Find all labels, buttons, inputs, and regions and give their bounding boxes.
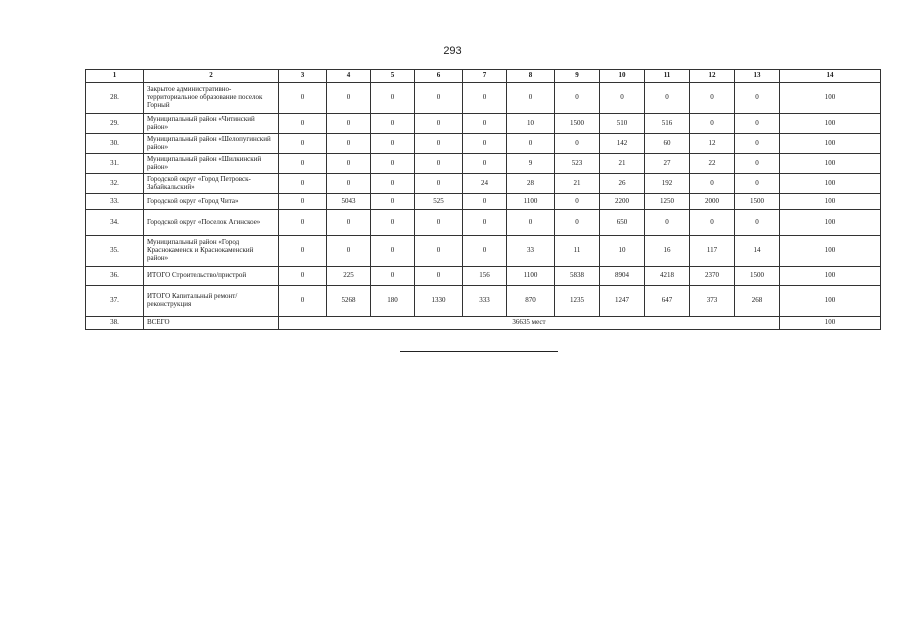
table-cell: 1500 <box>555 114 600 134</box>
table-cell: 0 <box>463 154 507 174</box>
table-cell: 192 <box>645 174 690 194</box>
table-cell: 0 <box>279 286 327 317</box>
header-cell: 9 <box>555 70 600 83</box>
table-cell: 100 <box>780 114 881 134</box>
table-cell: 1250 <box>645 194 690 210</box>
table-cell: 60 <box>645 134 690 154</box>
table-cell: 0 <box>690 210 735 236</box>
table-cell: 0 <box>645 210 690 236</box>
header-cell: 3 <box>279 70 327 83</box>
row-name: Муниципальный район «Город Краснокаменск и Краснокаменский район» <box>144 236 279 267</box>
table-cell: 0 <box>735 83 780 114</box>
table-cell: 0 <box>327 134 371 154</box>
row-name: Городской округ «Город Петровск-Забайкальский» <box>144 174 279 194</box>
table-row <box>86 236 881 267</box>
table-cell: 0 <box>555 83 600 114</box>
row-number: 32. <box>86 174 144 194</box>
table-cell: 0 <box>371 83 415 114</box>
row-name: Муниципальный район «Шилкинский район» <box>144 154 279 174</box>
table-cell: 100 <box>780 286 881 317</box>
table-cell: 33 <box>507 236 555 267</box>
table-cell: 0 <box>690 114 735 134</box>
table-cell: 100 <box>780 154 881 174</box>
table-cell: 0 <box>735 210 780 236</box>
table-cell: 647 <box>645 286 690 317</box>
table-cell: 14 <box>735 236 780 267</box>
table-cell: 24 <box>463 174 507 194</box>
table-cell: 0 <box>507 210 555 236</box>
table-cell: 5043 <box>327 194 371 210</box>
table-cell: 0 <box>371 174 415 194</box>
table-cell: 0 <box>690 174 735 194</box>
table-cell: 0 <box>371 194 415 210</box>
table-cell: 373 <box>690 286 735 317</box>
table-cell: 0 <box>279 154 327 174</box>
table-cell: 0 <box>279 194 327 210</box>
table-cell: 0 <box>279 174 327 194</box>
table-cell: 225 <box>327 267 371 286</box>
table-cell: 0 <box>371 267 415 286</box>
table-cell: 0 <box>735 134 780 154</box>
table-cell: 0 <box>371 114 415 134</box>
table-cell: 0 <box>415 114 463 134</box>
table-cell: 0 <box>735 114 780 134</box>
table-row <box>86 154 881 174</box>
table-cell: 0 <box>279 114 327 134</box>
row-name: Городской округ «Поселок Агинское» <box>144 210 279 236</box>
table-cell: 5838 <box>555 267 600 286</box>
header-cell: 11 <box>645 70 690 83</box>
table-cell: 0 <box>415 210 463 236</box>
row-number: 34. <box>86 210 144 236</box>
row-name: ИТОГО Строительство/пристрой <box>144 267 279 286</box>
table-cell: 0 <box>690 83 735 114</box>
row-number: 36. <box>86 267 144 286</box>
row-number: 29. <box>86 114 144 134</box>
row-name: ВСЕГО <box>144 317 279 330</box>
table-cell: 117 <box>690 236 735 267</box>
row-name: ИТОГО Капитальный ремонт/реконструкция <box>144 286 279 317</box>
table-cell: 0 <box>415 267 463 286</box>
header-cell: 2 <box>144 70 279 83</box>
header-row <box>86 70 881 83</box>
table-row <box>86 174 881 194</box>
table-cell: 0 <box>555 210 600 236</box>
header-cell: 1 <box>86 70 144 83</box>
table-cell: 0 <box>327 114 371 134</box>
table-cell: 2370 <box>690 267 735 286</box>
table-cell: 11 <box>555 236 600 267</box>
table-cell: 26 <box>600 174 645 194</box>
table-cell: 0 <box>415 134 463 154</box>
table-cell: 100 <box>780 194 881 210</box>
table-cell: 0 <box>463 236 507 267</box>
table-cell: 523 <box>555 154 600 174</box>
table-cell: 21 <box>555 174 600 194</box>
table-cell: 12 <box>690 134 735 154</box>
table-cell: 10 <box>600 236 645 267</box>
table-cell: 0 <box>415 174 463 194</box>
table-cell: 870 <box>507 286 555 317</box>
table-cell: 5268 <box>327 286 371 317</box>
table-cell: 100 <box>780 83 881 114</box>
page-number: 293 <box>443 45 462 57</box>
table-cell: 333 <box>463 286 507 317</box>
table-cell: 180 <box>371 286 415 317</box>
header-cell: 10 <box>600 70 645 83</box>
table-cell: 100 <box>780 134 881 154</box>
row-number: 31. <box>86 154 144 174</box>
header-cell: 14 <box>780 70 881 83</box>
table-cell: 0 <box>371 154 415 174</box>
table-cell: 0 <box>463 114 507 134</box>
table-cell: 0 <box>555 134 600 154</box>
table-cell: 0 <box>555 194 600 210</box>
table-cell: 0 <box>463 210 507 236</box>
table-cell: 1100 <box>507 194 555 210</box>
table-cell: 0 <box>735 154 780 174</box>
table-cell: 516 <box>645 114 690 134</box>
total-row <box>86 317 881 330</box>
table-cell: 0 <box>463 194 507 210</box>
table-cell: 525 <box>415 194 463 210</box>
table-cell: 0 <box>327 154 371 174</box>
table-row <box>86 134 881 154</box>
table-cell: 1247 <box>600 286 645 317</box>
table-cell: 0 <box>279 83 327 114</box>
data-table <box>85 69 881 330</box>
table-cell: 100 <box>780 210 881 236</box>
table-cell: 0 <box>279 210 327 236</box>
table-cell: 510 <box>600 114 645 134</box>
table-cell: 1235 <box>555 286 600 317</box>
table-row <box>86 194 881 210</box>
divider-line <box>400 351 558 352</box>
table-row <box>86 286 881 317</box>
table-cell: 0 <box>327 174 371 194</box>
table-cell: 27 <box>645 154 690 174</box>
table-cell: 1330 <box>415 286 463 317</box>
header-cell: 5 <box>371 70 415 83</box>
table-cell: 156 <box>463 267 507 286</box>
table-cell: 0 <box>327 210 371 236</box>
row-name: Муниципальный район «Читинский район» <box>144 114 279 134</box>
table-cell: 0 <box>327 236 371 267</box>
table-row <box>86 114 881 134</box>
table-cell: 0 <box>279 236 327 267</box>
table-cell: 21 <box>600 154 645 174</box>
header-cell: 8 <box>507 70 555 83</box>
table-cell: 0 <box>735 174 780 194</box>
table-cell: 1100 <box>507 267 555 286</box>
row-number: 33. <box>86 194 144 210</box>
row-name: Закрытое административно-территориальное образование поселок Горный <box>144 83 279 114</box>
table-cell: 100 <box>780 267 881 286</box>
table-cell: 9 <box>507 154 555 174</box>
table-cell: 22 <box>690 154 735 174</box>
table-cell: 2200 <box>600 194 645 210</box>
table-cell: 0 <box>327 83 371 114</box>
header-cell: 12 <box>690 70 735 83</box>
table-cell: 2000 <box>690 194 735 210</box>
table-cell: 0 <box>645 83 690 114</box>
table-row <box>86 267 881 286</box>
table-cell: 0 <box>279 134 327 154</box>
header-cell: 7 <box>463 70 507 83</box>
table-cell: 1500 <box>735 267 780 286</box>
table-cell: 0 <box>371 210 415 236</box>
row-number: 38. <box>86 317 144 330</box>
table-cell: 28 <box>507 174 555 194</box>
table-cell: 0 <box>463 134 507 154</box>
row-name: Муниципальный район «Шелопугинский район» <box>144 134 279 154</box>
table-cell: 1500 <box>735 194 780 210</box>
table-cell: 0 <box>600 83 645 114</box>
header-cell: 4 <box>327 70 371 83</box>
table-cell: 650 <box>600 210 645 236</box>
table-cell: 8904 <box>600 267 645 286</box>
row-number: 35. <box>86 236 144 267</box>
table-cell: 142 <box>600 134 645 154</box>
table-row <box>86 83 881 114</box>
table-cell: 100 <box>780 236 881 267</box>
row-number: 30. <box>86 134 144 154</box>
table-cell: 0 <box>507 134 555 154</box>
table-row <box>86 210 881 236</box>
table-cell: 10 <box>507 114 555 134</box>
table-cell: 0 <box>507 83 555 114</box>
table-cell: 100 <box>780 174 881 194</box>
table-cell: 0 <box>415 83 463 114</box>
table-cell: 0 <box>415 236 463 267</box>
table-cell: 268 <box>735 286 780 317</box>
row-number: 37. <box>86 286 144 317</box>
table-cell: 16 <box>645 236 690 267</box>
table-cell: 4218 <box>645 267 690 286</box>
table-cell: 0 <box>279 267 327 286</box>
table-cell: 0 <box>415 154 463 174</box>
row-name: Городской округ «Город Чита» <box>144 194 279 210</box>
table-cell: 0 <box>371 236 415 267</box>
header-cell: 13 <box>735 70 780 83</box>
table-cell: 0 <box>463 83 507 114</box>
row-number: 28. <box>86 83 144 114</box>
header-cell: 6 <box>415 70 463 83</box>
total-value: 36635 мест <box>279 317 780 330</box>
table-cell: 100 <box>780 317 881 330</box>
table-cell: 0 <box>371 134 415 154</box>
